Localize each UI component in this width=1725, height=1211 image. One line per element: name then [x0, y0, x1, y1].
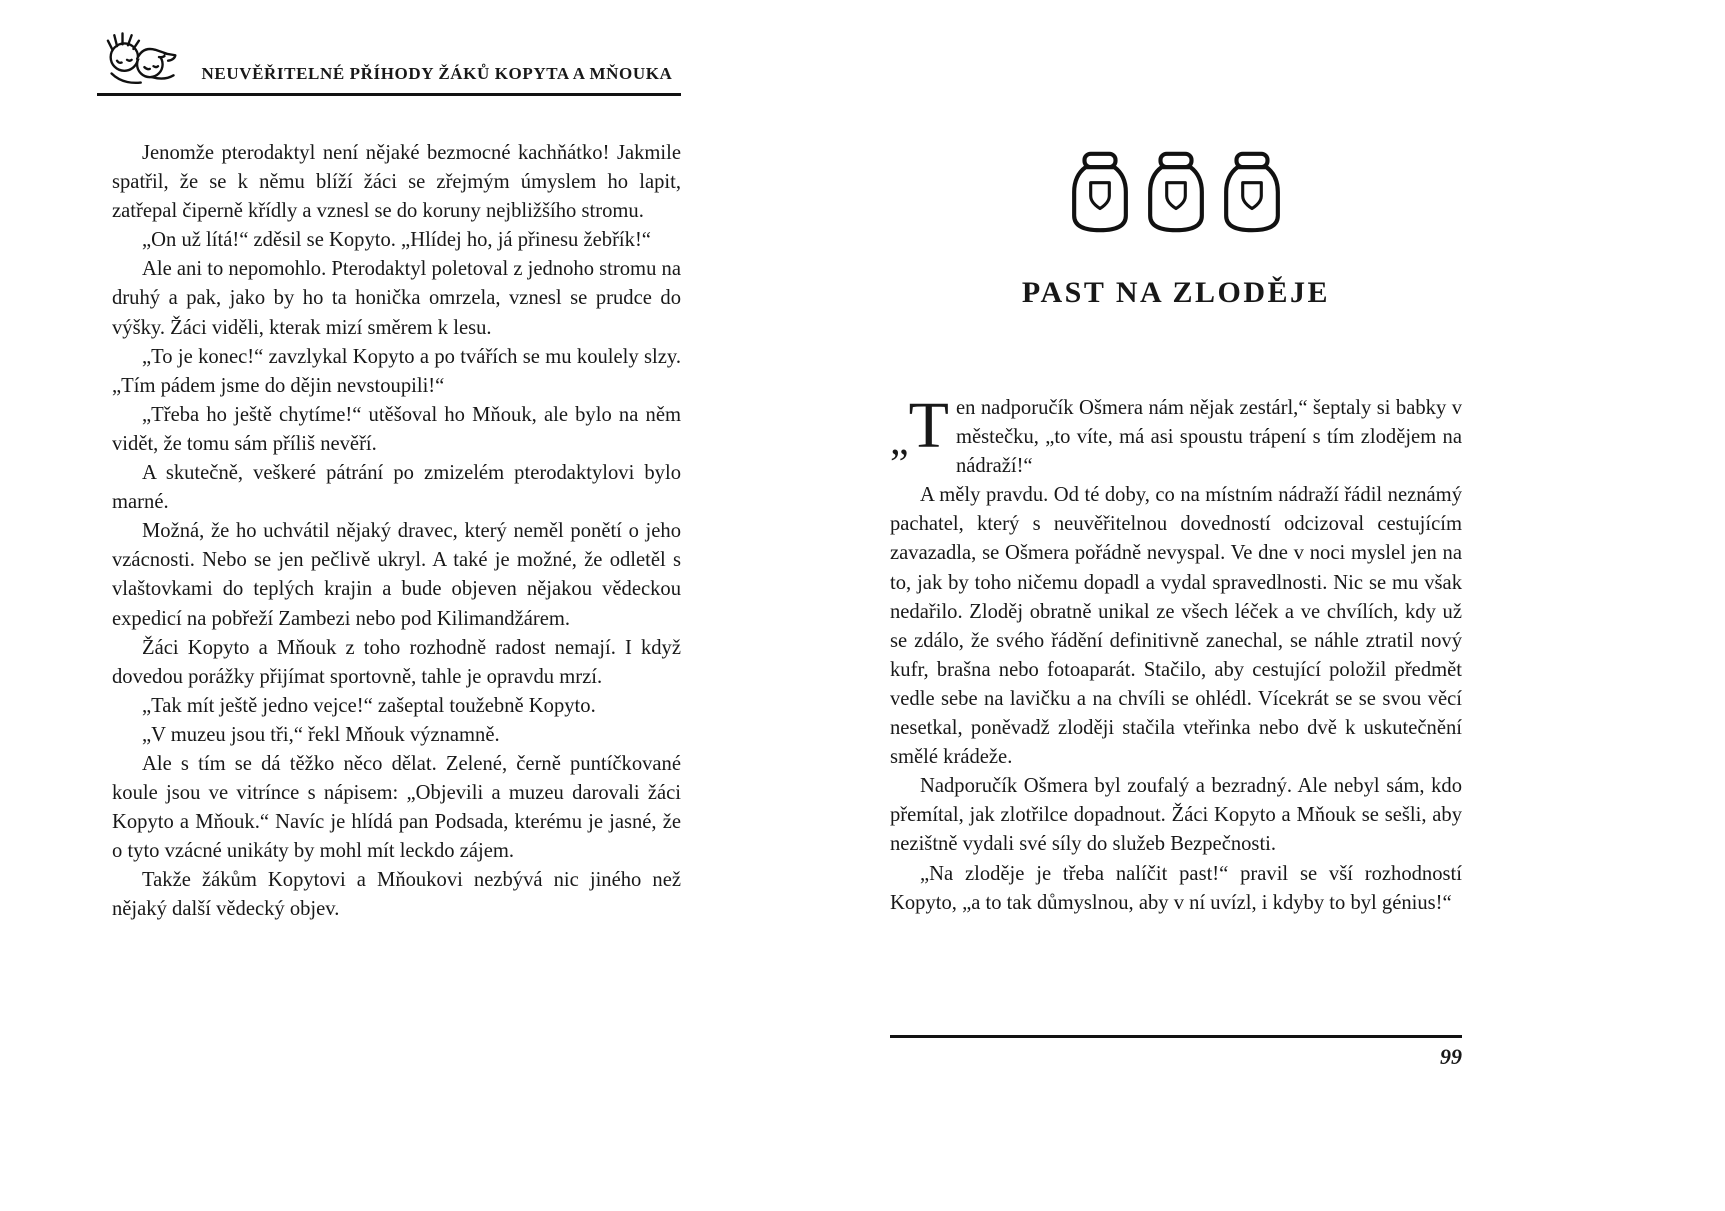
paragraph: „Tak mít ještě jedno vejce!“ zašeptal toužebně Kopyto.: [142, 694, 596, 717]
paragraph: Žáci Kopyto a Mňouk z toho rozhodně radost nemají. I když dovedou porážky přijímat sportovně, tahle je opravdu mrzí.: [112, 636, 681, 688]
footer-rule: [890, 1035, 1462, 1038]
jar-icon: [1221, 150, 1283, 234]
running-header: NEUVĚŘITELNÉ PŘÍHODY ŽÁKŮ KOPYTA A MŇOUKA: [201, 64, 673, 83]
two-boys-sketch-icon: [97, 26, 179, 90]
jar-icon: [1069, 150, 1131, 234]
three-jars-ornament-icon: [890, 150, 1462, 239]
drop-cap: [890, 388, 949, 464]
paragraph: „V muzeu jsou tři,“ řekl Mňouk významně.: [142, 723, 500, 746]
paragraph: Možná, že ho uchvátil nějaký dravec, který neměl ponětí o jeho vzácnosti. Nebo se jen pečlivě ukryl. A také je možné, že odletěl s vlaštovkami do teplých krajin a bude objeven nějakou vědeckou expedicí na pobřeží Zambezi nebo pod Kilimandžárem.: [112, 520, 681, 630]
left-page-header: [97, 26, 681, 96]
paragraph: „To je konec!“ zavzlykal Kopyto a po tvářích se mu koulely slzy. „Tím pádem jsme do dějin nevstoupili!“: [112, 345, 681, 397]
paragraph: Nadporučík Ošmera byl zoufalý a bezradný. Ale nebyl sám, kdo přemítal, jak zlotřilce dopadnout. Žáci Kopyto a Mňouk se sešli, aby nezištně vydali své síly do služeb Bezpečnosti.: [890, 775, 1462, 856]
chapter-title: PAST NA ZLODĚJE: [1021, 276, 1331, 309]
jar-icon: [1145, 150, 1207, 234]
left-page-text: [112, 139, 681, 925]
right-page-text: [890, 388, 1462, 918]
paragraph: Jenomže pterodaktyl není nějaké bezmocné kachňátko! Jakmile spatřil, že se k němu blíží žáci se zřejmým úmyslem ho lapit, zatřepal čiperně křídly a vznesl se do koruny nejbližšího stromu.: [112, 142, 681, 223]
paragraph: A skutečně, veškeré pátrání po zmizelém pterodaktylovi bylo marné.: [112, 462, 681, 514]
drop-cap-letter: T: [908, 388, 949, 462]
paragraph: Ale s tím se dá těžko něco dělat. Zelené, černě puntíčkované koule jsou ve vitrínce s nápisem: „Objevili a muzeu darovali žáci Kopyto a Mňouk.“ Navíc je hlídá pan Podsada, kterému je jasné, že o tyto vzácné unikáty by mohl mít leckdo zájem.: [112, 752, 681, 863]
paragraph: [890, 388, 1462, 481]
paragraph: Takže žákům Kopytovi a Mňoukovi nezbývá nic jiného než nějaký další vědecký objev.: [112, 869, 681, 921]
paragraph: „On už lítá!“ zděsil se Kopyto. „Hlídej ho, já přinesu žebřík!“: [142, 229, 651, 252]
paragraph: „Třeba ho ještě chytíme!“ utěšoval ho Mňouk, ale bylo na něm vidět, že tomu sám příliš nevěří.: [112, 403, 681, 455]
paragraph: „Na zloděje je třeba nalíčit past!“ pravil se vší rozhodností Kopyto, „a to tak důmyslnou, aby v ní uvízl, i kdyby to byl génius!“: [890, 862, 1462, 914]
paragraph: Ale ani to nepomohlo. Pterodaktyl poletoval z jednoho stromu na druhý a pak, jako by ho ta honička omrzela, vznesl se prudce do výšky. Žáci viděli, kterak mizí směrem k lesu.: [112, 258, 681, 339]
paragraph-text: en nadporučík Ošmera nám nějak zestárl,“ šeptaly si babky v městečku, „to víte, má asi spoustu trápení s tím zlodějem na nádraží!“: [955, 397, 1462, 478]
paragraph: A měly pravdu. Od té doby, co na místním nádraží řádil neznámý pachatel, který s neuvěřitelnou dovedností odcizoval cestujícím zavazadla, se Ošmera pořádně nevyspal. Ve dne v noci myslel jen na to, jak by toho ničemu dopadl a vydal spravedlnosti. Nic se mu však nedařilo. Zloděj obratně unikal ze všech léček a ve chvílích, kdy už se zdálo, že svého řádění definitivně zanechal, se náhle ztratil nový kufr, brašna nebo fotoaparát. Stačilo, aby cestující položil předmět vedle sebe na lavičku a na chvíli se ohlédl. Vícekrát se se svou věcí nesetkal, poněvadž zloději stačila vteřinka nebo dvě k uskutečnění smělé krádeže.: [890, 484, 1462, 769]
page-number: 99: [1440, 1044, 1462, 1069]
drop-cap-quote: „: [890, 417, 909, 464]
